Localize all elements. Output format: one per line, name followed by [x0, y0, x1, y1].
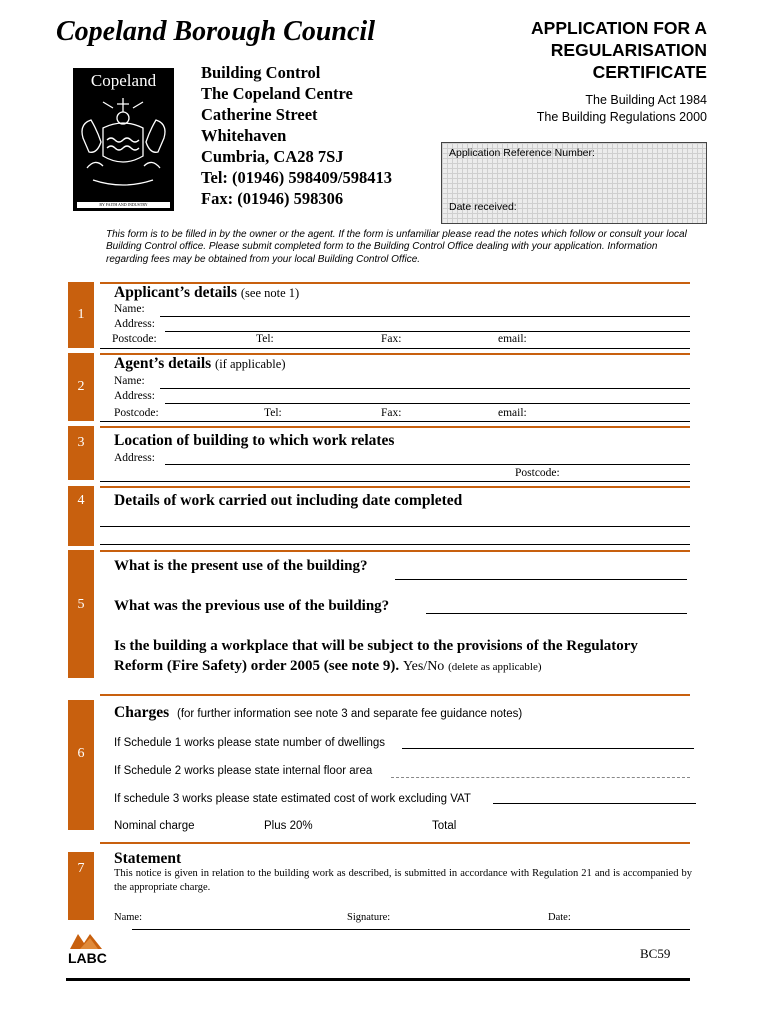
agent-name-label: Name: — [114, 375, 145, 387]
schedule-3-label: If schedule 3 works please state estimated cost of work excluding VAT — [114, 793, 471, 805]
present-use-field[interactable] — [395, 579, 687, 580]
schedule-2-field[interactable] — [391, 777, 690, 778]
divider — [100, 842, 690, 844]
section-number-4: 4 — [68, 486, 94, 546]
divider — [100, 694, 690, 696]
agent-postcode-label: Postcode: — [114, 407, 159, 419]
form-code: BC59 — [640, 946, 671, 961]
legislation — [537, 92, 707, 126]
total-label: Total — [432, 820, 457, 832]
crest-icon — [73, 68, 174, 211]
applicant-name-field[interactable] — [160, 316, 690, 317]
previous-use-field[interactable] — [426, 613, 687, 614]
building-act: The Building Act 1984 — [585, 93, 707, 107]
applicant-name-label: Name: — [114, 303, 145, 315]
logo-motto: BY FAITH AND INDUSTRY — [77, 202, 170, 208]
agent-contact-field[interactable] — [100, 421, 690, 422]
section-number-6: 6 — [68, 700, 94, 830]
applicant-address-label: Address: — [114, 318, 155, 330]
applicant-address-field[interactable] — [165, 331, 690, 332]
schedule-1-field[interactable] — [402, 748, 694, 749]
present-use-question: What is the present use of the building? — [114, 558, 368, 574]
agent-email-label: email: — [498, 407, 527, 419]
council-name: Copeland Borough Council — [56, 16, 375, 47]
section-number-1: 1 — [68, 282, 94, 348]
agent-address-field[interactable] — [165, 403, 690, 404]
plus-vat-label: Plus 20% — [264, 820, 313, 832]
applicant-email-label: email: — [498, 333, 527, 345]
section-number-3: 3 — [68, 426, 94, 480]
building-address-label: Address: — [114, 452, 155, 464]
logo-text: Copeland — [90, 71, 157, 90]
section-2-note: (if applicable) — [215, 357, 286, 371]
signatory-name-label: Name: — [114, 912, 142, 923]
schedule-2-label: If Schedule 2 works please state internal floor area — [114, 765, 373, 777]
signature-label: Signature: — [347, 912, 391, 923]
agent-fax-label: Fax: — [381, 407, 402, 419]
intro-instructions: This form is to be filled in by the owner or the agent. If the form is unfamiliar please read the notes which follow or consult your local Building Control office. Please submit completed form to the Building Control Office dealing with your application. Information regarding fees may be obtained from your local Building Control Office. — [106, 229, 687, 265]
labc-logo-icon — [68, 930, 104, 950]
divider — [100, 486, 690, 488]
reference-number-label: Application Reference Number: — [449, 147, 595, 159]
statement-text: This notice is given in relation to the building work as described, is submitted in accordance with Regulation 21 and is accompanied by the appropriate charge. — [114, 868, 692, 893]
workplace-question-line-1: Is the building a workplace that will be subject to the provisions of the Regulatory — [114, 638, 638, 654]
divider — [100, 426, 690, 428]
council-address: Building Control The Copeland Centre Catherine Street Whitehaven Cumbria, CA28 7SJ Tel: (01946) 598409/598413 Fax: (01946) 598306 — [201, 63, 392, 208]
section-3-title: Location of building to which work relates — [114, 432, 395, 449]
nominal-charge-label: Nominal charge — [114, 820, 195, 832]
form-title-line-3: CERTIFICATE — [592, 62, 707, 82]
section-2-title: Agent’s details (if applicable) — [114, 355, 286, 372]
building-address-field[interactable] — [165, 464, 690, 465]
section-6-note: (for further information see note 3 and separate fee guidance notes) — [176, 708, 523, 720]
agent-name-field[interactable] — [160, 388, 690, 389]
form-title-line-2: REGULARISATION — [550, 40, 707, 60]
form-title-line-1: APPLICATION FOR A — [531, 18, 707, 38]
section-number-7: 7 — [68, 852, 94, 920]
date-received-label: Date received: — [449, 201, 517, 213]
previous-use-question: What was the previous use of the building? — [114, 598, 390, 614]
office-use-box — [441, 142, 707, 224]
footer-rule — [66, 978, 690, 981]
agent-address-label: Address: — [114, 390, 155, 402]
signature-field[interactable] — [132, 929, 690, 930]
applicant-contact-field[interactable] — [100, 348, 690, 349]
applicant-fax-label: Fax: — [381, 333, 402, 345]
delete-note: (delete as applicable) — [448, 661, 542, 673]
schedule-3-field[interactable] — [493, 803, 696, 804]
date-label: Date: — [548, 912, 571, 923]
section-number-2: 2 — [68, 353, 94, 421]
section-7-title: Statement — [114, 850, 182, 867]
schedule-1-label: If Schedule 1 works please state number of dwellings — [114, 737, 386, 749]
section-1-title: Applicant’s details (see note 1) — [114, 284, 300, 301]
workplace-question-line-2: Reform (Fire Safety) order 2005 (see note 9). Yes/No (delete as applicable) — [114, 658, 542, 674]
applicant-tel-label: Tel: — [256, 333, 274, 345]
work-details-field-line-1[interactable] — [100, 526, 690, 527]
section-4-title: Details of work carried out including date completed — [114, 492, 463, 509]
work-details-field-line-2[interactable] — [100, 544, 690, 545]
yes-no-option[interactable]: Yes/No — [402, 659, 445, 674]
section-number-5: 5 — [68, 550, 94, 678]
building-postcode-field[interactable] — [100, 481, 690, 482]
section-1-note: (see note 1) — [240, 286, 300, 300]
form-title — [531, 17, 707, 83]
building-postcode-label: Postcode: — [515, 467, 560, 479]
building-regulations: The Building Regulations 2000 — [536, 110, 707, 124]
agent-tel-label: Tel: — [264, 407, 282, 419]
council-crest-logo — [73, 68, 174, 211]
section-6-title: Charges (for further information see note 3 and separate fee guidance notes) — [114, 704, 523, 721]
labc-text: LABC — [68, 950, 107, 966]
divider — [100, 550, 690, 552]
applicant-postcode-label: Postcode: — [112, 333, 157, 345]
